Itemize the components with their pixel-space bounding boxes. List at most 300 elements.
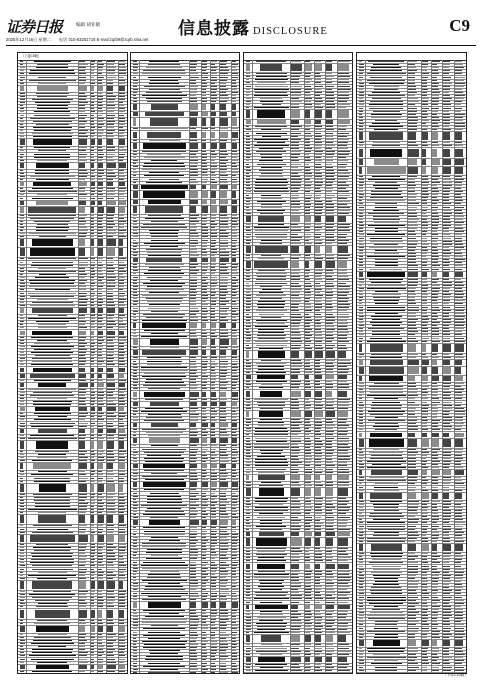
fund-name-cell [254,434,288,435]
numeric-cell [119,115,124,116]
numeric-cell [79,640,87,641]
numeric-cell [232,552,237,553]
numeric-cell [359,210,364,211]
numeric-cell [305,614,312,615]
numeric-cell [326,623,334,624]
numeric-cell [455,433,464,437]
numeric-cell [20,646,23,647]
fund-name-cell [143,283,185,284]
numeric-cell [220,520,228,525]
numeric-cell [107,331,115,335]
numeric-cell [443,250,450,251]
numeric-cell [119,665,125,669]
numeric-cell [291,204,300,205]
numeric-cell [408,108,417,109]
numeric-cell [107,318,113,319]
numeric-cell [291,507,300,508]
fund-name-cell [370,344,403,352]
numeric-cell [315,307,322,308]
numeric-cell [202,385,206,386]
numeric-cell [190,70,196,71]
numeric-cell [443,70,450,71]
numeric-cell [98,154,104,155]
fund-name-cell [261,207,282,208]
numeric-cell [190,270,199,271]
numeric-cell [190,552,198,553]
numeric-cell [20,93,25,94]
fund-name-cell [149,438,180,443]
numeric-cell [190,388,197,389]
fund-name-cell [371,408,401,409]
numeric-cell [98,404,104,405]
numeric-cell [107,198,114,199]
numeric-cell [79,118,85,119]
numeric-cell [455,86,464,87]
fund-name-cell [38,471,67,472]
numeric-cell [232,277,236,278]
numeric-cell [98,147,102,148]
numeric-cell [79,77,86,78]
fund-name-cell [370,269,402,270]
numeric-cell [98,383,104,387]
numeric-cell [246,399,250,400]
numeric-cell [422,129,427,130]
numeric-cell [359,414,363,415]
numeric-cell [79,283,85,284]
numeric-cell [190,233,198,234]
numeric-cell [359,467,364,468]
numeric-cell [98,364,102,365]
fund-name-cell [150,669,178,670]
numeric-cell [211,140,216,141]
fund-name-cell [39,274,66,275]
numeric-cell [455,341,465,342]
table-column-3 [243,52,353,674]
numeric-cell [190,350,198,355]
fund-name-cell [256,372,286,373]
numeric-cell [91,550,95,551]
numeric-cell [79,506,87,507]
numeric-cell [432,86,438,87]
numeric-cell [20,655,25,656]
numeric-cell [338,198,347,199]
numeric-cell [20,525,23,526]
numeric-cell [315,320,320,321]
numeric-cell [190,619,199,620]
numeric-cell [190,179,196,180]
numeric-cell [338,185,349,186]
numeric-cell [315,227,322,228]
numeric-cell [246,195,249,196]
numeric-cell [338,151,350,152]
numeric-cell [315,434,321,435]
numeric-cell [79,643,85,644]
numeric-cell [246,366,251,367]
numeric-cell [408,328,417,329]
numeric-cell [119,364,125,365]
fund-name-cell [147,301,182,302]
numeric-cell [211,593,217,594]
numeric-cell [359,191,363,192]
numeric-cell [408,256,416,257]
numeric-cell [359,117,363,118]
fund-name-cell [33,463,71,469]
numeric-cell [79,315,85,316]
numeric-cell [422,331,428,332]
numeric-cell [202,399,207,400]
fund-name-cell [150,571,179,572]
fund-name-cell [260,298,282,299]
numeric-cell [422,83,427,84]
numeric-cell [133,537,138,538]
numeric-cell [432,80,437,81]
numeric-cell [202,64,207,65]
fund-name-cell [375,250,397,251]
numeric-cell [359,477,364,478]
numeric-cell [20,361,23,362]
numeric-cell [220,470,226,471]
numeric-cell [190,429,197,430]
numeric-cell [190,336,197,337]
fund-name-cell [258,369,284,370]
numeric-cell [422,282,427,283]
numeric-cell [20,331,25,335]
numeric-cell [98,454,102,455]
fund-name-cell [34,497,70,498]
numeric-cell [190,169,198,170]
numeric-cell [443,228,449,229]
numeric-cell [326,341,332,342]
numeric-cell [133,589,137,590]
numeric-cell [246,157,250,158]
numeric-cell [232,638,236,639]
numeric-cell [422,288,428,289]
numeric-cell [455,417,463,418]
numeric-cell [202,571,206,572]
numeric-cell [315,529,321,530]
fund-name-cell [31,337,73,338]
fund-name-cell [147,252,181,253]
numeric-cell [190,267,196,268]
numeric-cell [232,414,237,415]
numeric-cell [91,182,95,186]
numeric-cell [432,159,440,165]
numeric-cell [190,86,198,87]
numeric-cell [98,86,103,91]
numeric-cell [220,635,229,636]
numeric-cell [91,108,94,109]
numeric-cell [91,575,94,576]
numeric-cell [20,327,24,328]
numeric-cell [119,258,126,259]
numeric-cell [91,340,94,341]
numeric-cell [422,300,427,301]
numeric-cell [107,556,115,557]
numeric-cell [232,128,238,129]
numeric-cell [305,145,310,146]
numeric-cell [220,89,228,90]
numeric-cell [20,349,24,350]
numeric-cell [190,644,198,645]
numeric-cell [98,118,104,119]
numeric-cell [246,126,249,127]
numeric-cell [455,429,461,430]
numeric-cell [119,512,124,513]
numeric-cell [305,345,310,346]
numeric-cell [133,549,138,550]
numeric-cell [190,185,196,189]
numeric-cell [315,611,320,612]
fund-name-cell [371,470,402,475]
numeric-cell [305,564,310,569]
numeric-cell [190,580,198,581]
numeric-cell [119,340,126,341]
fund-name-cell [31,659,74,660]
numeric-cell [91,224,94,225]
numeric-cell [455,216,464,217]
numeric-cell [246,560,250,561]
numeric-cell [338,360,350,361]
fund-name-cell [32,565,72,566]
numeric-cell [291,89,301,90]
numeric-cell [408,61,417,62]
numeric-cell [211,423,215,427]
numeric-cell [190,98,197,99]
numeric-cell [408,159,417,165]
numeric-cell [20,324,23,325]
fund-name-cell [257,276,286,277]
numeric-cell [305,273,309,274]
fund-name-cell [260,419,282,420]
fund-name-cell [143,166,185,167]
numeric-cell [326,157,333,158]
numeric-cell [359,238,364,239]
numeric-cell [119,481,124,482]
numeric-cell [190,364,196,365]
numeric-cell [220,589,229,590]
fund-name-cell [32,649,73,650]
numeric-cell [315,151,323,152]
numeric-cell [338,107,346,108]
numeric-cell [91,423,95,424]
fund-name-cell [149,140,180,141]
numeric-cell [232,476,236,477]
numeric-cell [133,267,137,268]
numeric-cell [359,108,363,109]
numeric-cell [220,619,229,620]
numeric-cell [220,505,226,506]
fund-name-cell [370,238,402,239]
numeric-cell [246,648,251,649]
numeric-cell [359,420,363,421]
numeric-cell [246,375,251,379]
fund-name-cell [144,420,184,421]
numeric-cell [338,366,347,367]
numeric-cell [291,459,299,460]
fund-name-cell [147,357,181,358]
numeric-cell [443,461,451,462]
numeric-cell [422,145,428,146]
numeric-cell [190,666,197,667]
numeric-cell [79,170,87,171]
numeric-cell [79,401,85,402]
numeric-cell [422,470,427,475]
numeric-cell [211,656,215,657]
numeric-cell [315,405,323,406]
numeric-cell [443,207,450,208]
numeric-cell [422,228,428,229]
numeric-cell [326,295,333,296]
numeric-cell [91,194,94,195]
numeric-cell [211,128,215,129]
numeric-cell [119,343,124,344]
numeric-cell [246,459,250,460]
numeric-cell [211,227,215,228]
numeric-cell [432,300,437,301]
numeric-cell [432,117,439,118]
numeric-cell [220,236,228,237]
numeric-cell [326,213,334,214]
numeric-cell [291,488,300,496]
numeric-cell [455,101,462,102]
numeric-cell [211,555,217,556]
numeric-cell [315,510,322,511]
numeric-cell [326,195,335,196]
numeric-cell [91,86,94,91]
numeric-cell [305,286,312,287]
fund-name-cell [36,93,69,94]
numeric-cell [246,520,249,521]
numeric-cell [20,544,24,545]
numeric-cell [91,233,94,234]
numeric-cell [98,358,103,359]
numeric-cell [443,408,452,409]
numeric-cell [326,283,333,284]
numeric-cell [190,128,196,129]
numeric-cell [246,64,250,71]
numeric-cell [246,654,250,655]
numeric-cell [315,185,322,186]
numeric-cell [119,413,126,414]
numeric-cell [79,130,88,131]
numeric-cell [107,578,113,579]
numeric-cell [338,673,346,674]
numeric-cell [211,252,217,253]
numeric-cell [359,265,363,266]
numeric-cell [305,482,311,483]
numeric-cell [315,462,321,463]
numeric-cell [246,320,250,321]
numeric-cell [91,102,94,103]
numeric-cell [305,583,311,584]
numeric-cell [202,101,207,102]
numeric-cell [338,551,346,552]
numeric-cell [422,383,427,384]
numeric-cell [91,451,94,452]
fund-name-cell [256,295,286,296]
fund-name-cell [37,620,67,621]
numeric-cell [202,423,208,427]
numeric-cell [455,142,462,143]
numeric-cell [211,464,217,468]
numeric-cell [422,188,428,189]
numeric-cell [220,182,228,183]
numeric-cell [443,291,449,292]
numeric-cell [20,594,25,595]
numeric-cell [119,147,124,148]
numeric-cell [432,64,437,65]
numeric-cell [246,261,251,268]
fund-name-cell [369,247,403,248]
numeric-cell [202,666,206,667]
numeric-cell [133,370,137,371]
numeric-cell [432,253,438,254]
numeric-cell [291,523,299,524]
numeric-cell [232,323,236,328]
numeric-cell [455,313,464,314]
numeric-cell [305,602,310,603]
numeric-cell [79,404,86,405]
numeric-cell [305,657,310,662]
numeric-cell [291,176,300,177]
fund-name-cell [260,602,282,603]
numeric-cell [232,420,237,421]
numeric-cell [432,167,438,174]
numeric-cell [305,230,310,231]
numeric-cell [291,142,299,143]
numeric-cell [91,280,94,281]
numeric-cell [326,240,335,241]
numeric-cell [326,408,334,409]
numeric-cell [305,557,310,558]
numeric-cell [133,224,137,225]
numeric-cell [232,295,236,296]
numeric-cell [315,86,323,87]
numeric-cell [422,191,428,192]
numeric-cell [305,136,312,137]
numeric-cell [91,578,94,579]
numeric-cell [133,323,136,328]
numeric-cell [408,303,416,304]
numeric-cell [211,543,217,544]
numeric-cell [408,334,415,335]
numeric-cell [338,485,349,486]
numeric-cell [133,206,137,213]
numeric-cell [338,657,347,662]
numeric-cell [20,157,23,158]
numeric-cell [220,252,229,253]
numeric-cell [246,405,250,406]
numeric-cell [133,140,137,141]
numeric-cell [79,569,87,570]
numeric-cell [305,538,311,546]
numeric-cell [98,646,104,647]
numeric-cell [232,292,237,293]
numeric-cell [211,628,217,629]
numeric-cell [232,514,236,515]
numeric-cell [455,300,465,301]
numeric-cell [91,215,94,216]
numeric-cell [305,520,312,521]
numeric-cell [220,392,226,397]
fund-name-cell [259,513,283,514]
numeric-cell [190,610,196,611]
fund-name-cell [255,230,288,231]
numeric-cell [305,157,310,158]
numeric-cell [133,622,138,623]
fund-name-cell [31,474,73,475]
numeric-cell [98,600,104,601]
